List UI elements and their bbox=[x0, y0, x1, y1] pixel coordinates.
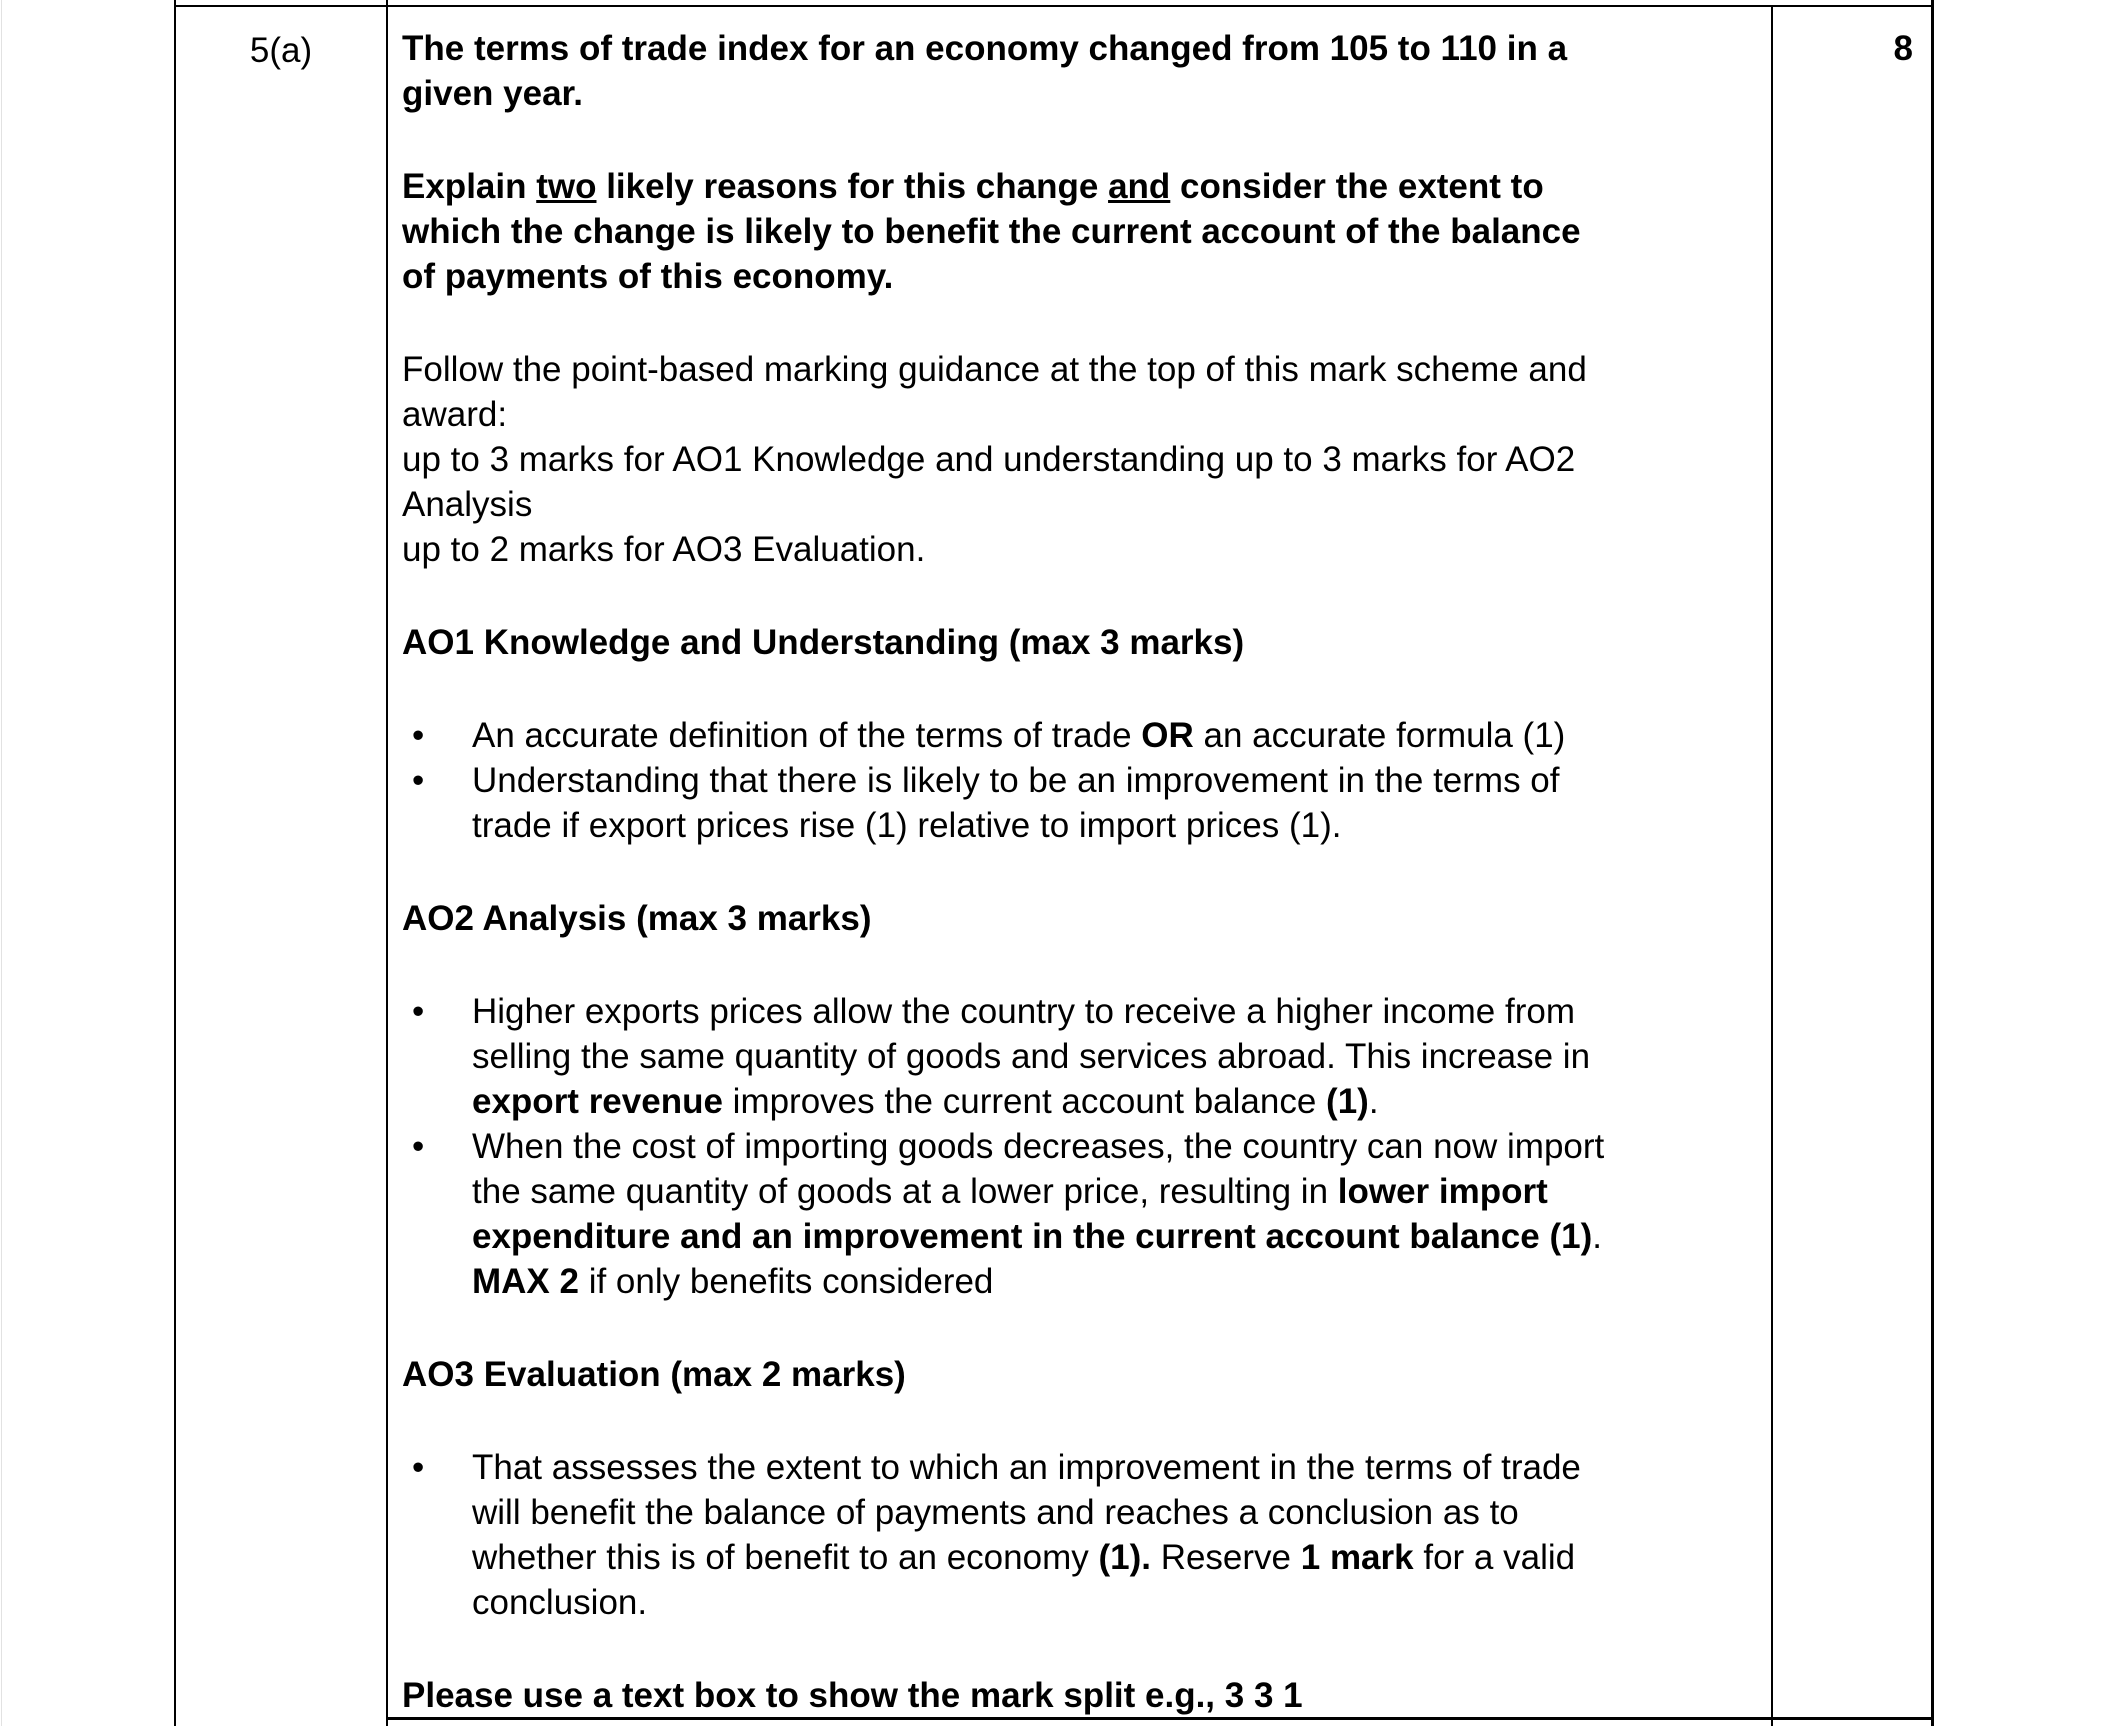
paragraph: Follow the point-based marking guidance at the top of this mark scheme and award: up to 3 marks for AO1 Knowledge and understanding up to 3 marks for AO2 Analysis up to 2 marks for AO3 Evaluation. bbox=[402, 350, 1587, 569]
bullet-item bbox=[402, 1124, 1777, 1304]
bullet-item bbox=[402, 713, 1777, 758]
bullet-text: Higher exports prices allow the country to receive a higher income from selling the same quantity of goods and services abroad. This increase in export revenue improves the current account balance (1). bbox=[472, 992, 1591, 1121]
table-right-border bbox=[1931, 0, 1934, 1726]
answer-content-cell bbox=[402, 26, 1777, 1718]
bullet-marker: • bbox=[412, 1448, 425, 1487]
bullet-marker: • bbox=[412, 716, 425, 755]
section-heading: AO2 Analysis (max 3 marks) bbox=[402, 899, 872, 938]
bold-text: lower import bbox=[1337, 1172, 1548, 1211]
bold-text: export revenue bbox=[472, 1082, 723, 1121]
bullet-marker: • bbox=[412, 761, 425, 800]
bullet-list bbox=[402, 1445, 1777, 1625]
paragraph: Please use a text box to show the mark split e.g., 3 3 1 bbox=[402, 1676, 1303, 1715]
bold-text: expenditure and an improvement in the current account balance (1) bbox=[472, 1217, 1593, 1256]
bold-text: (1). bbox=[1098, 1538, 1151, 1577]
bullet-text: Understanding that there is likely to be an improvement in the terms of trade if export prices rise (1) relative to import prices (1). bbox=[472, 761, 1560, 845]
underlined-text: and bbox=[1108, 167, 1171, 206]
bullet-marker: • bbox=[412, 992, 425, 1031]
underlined-text: two bbox=[536, 167, 597, 206]
bullet-item bbox=[402, 989, 1777, 1124]
bullet-text: An accurate definition of the terms of trade OR an accurate formula (1) bbox=[472, 716, 1566, 755]
table-left-border bbox=[174, 0, 176, 1726]
table-row-top-border bbox=[174, 5, 1934, 7]
marks-cell bbox=[1772, 26, 1913, 71]
question-number: 5(a) bbox=[249, 31, 313, 70]
marks-value: 8 bbox=[1893, 29, 1913, 68]
bullet-item bbox=[402, 1445, 1777, 1625]
section-heading: AO1 Knowledge and Understanding (max 3 marks) bbox=[402, 623, 1245, 662]
paragraph: The terms of trade index for an economy changed from 105 to 110 in a given year. bbox=[402, 29, 1568, 113]
bullet-list bbox=[402, 713, 1777, 848]
table-question-divider bbox=[386, 0, 388, 1726]
bold-text: OR bbox=[1141, 716, 1194, 755]
page-edge-line bbox=[1, 0, 2, 1726]
bold-text: 1 mark bbox=[1300, 1538, 1414, 1577]
bullet-marker: • bbox=[412, 1127, 425, 1166]
bold-text: (1) bbox=[1326, 1082, 1369, 1121]
bold-text: MAX 2 bbox=[472, 1262, 579, 1301]
question-number-cell bbox=[176, 28, 386, 73]
bullet-text: When the cost of importing goods decreases, the country can now import the same quantity of goods at a lower price, resulting in lower import expenditure and an improvement in the current account balance (1). MAX 2 if only benefits considered bbox=[472, 1127, 1605, 1301]
bullet-text: That assesses the extent to which an improvement in the terms of trade will benefit the balance of payments and reaches a conclusion as to whether this is of benefit to an economy (1). Reserve 1 mark for a valid conclusion. bbox=[472, 1448, 1581, 1622]
bullet-list bbox=[402, 989, 1777, 1304]
paragraph: Explain two likely reasons for this change and consider the extent to which the change is likely to benefit the current account of the balance of payments of this economy. bbox=[402, 167, 1581, 296]
bullet-item bbox=[402, 758, 1777, 848]
section-heading: AO3 Evaluation (max 2 marks) bbox=[402, 1355, 906, 1394]
